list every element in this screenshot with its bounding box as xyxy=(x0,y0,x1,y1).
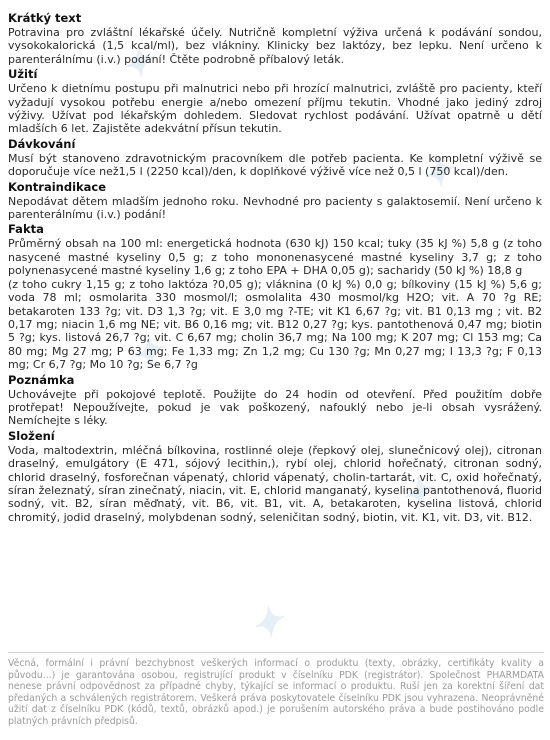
watermark-logo: ✦ xyxy=(413,145,463,202)
watermark-logo: ✦ xyxy=(393,465,443,522)
section-text: Uchovávejte při pokojové teplotě. Použijte do 24 hodin od otevření. Před použitím dobře protřepat! Nepoužívejte, pokud je vak poškozený, nafouklý nebo je-li obsah vysrážený. Nemíchejte s léky. xyxy=(8,387,542,428)
section-contraindications xyxy=(8,179,542,222)
section-dosage xyxy=(8,136,542,179)
section-text: Potravina pro zvláštní lékařské účely. Nutričně kompletní výživa určená k podávání sondou, vysokokalorická (1,5 kcal/ml), bez vlákniny. Klinicky bez laktózy, bez lepku. Není určeno k parenterálnímu (i.v.) podání! Čtěte podrobně příbalový leták. xyxy=(8,26,542,66)
section-text: Musí být stanoveno zdravotnickým pracovníkem dle potřeb pacienta. Ke kompletní výživě se doporučuje více než1,5 l (2250 kcal)/den, k doplňkové výživě více než 0,5 l (750 kcal)/den. xyxy=(8,151,542,179)
section-heading: Dávkování xyxy=(8,136,76,151)
watermark-logo: ✦ xyxy=(243,595,293,652)
section-composition xyxy=(8,428,542,524)
section-usage xyxy=(8,66,542,136)
section-heading: Fakta xyxy=(8,222,44,237)
section-heading: Složení xyxy=(8,428,55,443)
section-note xyxy=(8,372,542,428)
section-heading: Užití xyxy=(8,67,38,82)
section-text: Voda, maltodextrin, mléčná bílkovina, rostlinné oleje (řepkový olej, slunečnicový olej), citronan draselný, emulgátory (E 471, sójový lecithin,), rybí olej, chlorid hořečnatý, citronan sodný, chlorid draselný, fosforečnan vápenatý, chlorid vápenatý, cholin-tartarát, vit. C, oxid hořečnatý, síran železnatý, síran zinečnatý, niacin, vit. E, chlorid manganatý, kyselina pantothenová, fluorid sodný, vit. B2, síran měďnatý, vit. B6, vit. B1, vit. A, betakaroten, kyselina listová, chlorid chromitý, jodid draselný, molybdenan sodný, seleničitan sodný, biotin, vit. K1, vit. D3, vit. B12. xyxy=(8,443,542,524)
watermark-logo: ✦ xyxy=(123,325,173,382)
section-text: Průměrný obsah na 100 ml: energetická hodnota (630 kJ) 150 kcal; tuky (35 kJ %) 5,8 g (z toho nasycené mastné kyseliny 0,5 g; z toho mononenasycené mastné kyseliny 3,7 g; z toho polynenasycené mastné kyseliny 1,6 g; z toho EPA + DHA 0,05 g); sacharidy (50 kJ %) 18,8 g xyxy=(8,237,542,278)
product-info xyxy=(8,10,542,524)
section-text: Nepodávat dětem mladším jednoho roku. Nevhodné pro pacienty s galaktosemií. Není určeno k parenterálnímu (i.v.) podání! xyxy=(8,194,542,222)
section-heading: Poznámka xyxy=(8,372,75,387)
watermark-logo: ✦ xyxy=(113,35,163,92)
legal-disclaimer: Věcná, formální i právní bezchybnost veškerých informací o produktu (texty, obrázky, certifikáty kvality a původu...) je garantována osobou, registrující produkt v číselníku PDK (registrátor). Společnost PHARMDATA nenese právní odpovědnost za případné chyby, týkající se informací o produktu. Ruší jen za korektní šíření dat předaných a schválených registrátorem. Veškerá práva poskytovatele číselníku PDK jsou vyhrazena. Neoprávněné užití dat z číselníku PDK (kódů, textů, obrázků apod.) je porušením autorského práva a bude postihováno podle platných právních předpisů. xyxy=(8,652,544,728)
section-heading: Krátký text xyxy=(8,11,82,25)
section-short-text xyxy=(8,10,542,66)
section-text-continued: (z toho cukry 1,15 g; z toho laktóza ?0,05 g); vláknina (0 kJ %) 0,0 g; bílkoviny (15 kJ %) 5,6 g; voda 78 ml; osmolarita 330 mosmol/l; osmolalita 430 mosmol/kg H2O; vit. A 70 ?g RE; betakaroten 133 ?g; vit. D3 1,3 ?g; vit. E 3,0 mg ?-TE; vit K1 6,67 ?g; vit. B1 0,13 mg ; vit. B2 0,17 mg; niacin 1,6 mg NE; vit. B6 0,16 mg; vit. B12 0,27 ?g; kys. pantothenová 0,47 mg; biotin 5 ?g; kys. listová 26,7 ?g; vit. C 6,67 mg; cholin 36,7 mg; Na 100 mg; K 207 mg; Cl 153 mg; Ca 80 mg; Mg 27 mg; P 63 mg; Fe 1,33 mg; Zn 1,2 mg; Cu 130 ?g; Mn 0,27 mg; I 13,3 ?g; F 0,13 mg; Cr 6,7 ?g; Mo 10 ?g; Se 6,7 ?g xyxy=(8,277,542,372)
section-text: Určeno k dietnímu postupu při malnutrici nebo při hrozící malnutrici, zvláště pro pacienty, kteří vyžadují vysokou potřebu energie a/nebo omezení příjmu tekutin. Vhodné jako jediný zdroj výživy. Užívat pod lékařským dohledem. Sledovat rychlost podávání. Užívat opatrně u dětí mladších 6 let. Zajistěte adekvátní přísun tekutin. xyxy=(8,82,542,136)
section-facts xyxy=(8,221,542,371)
section-heading: Kontraindikace xyxy=(8,179,107,194)
